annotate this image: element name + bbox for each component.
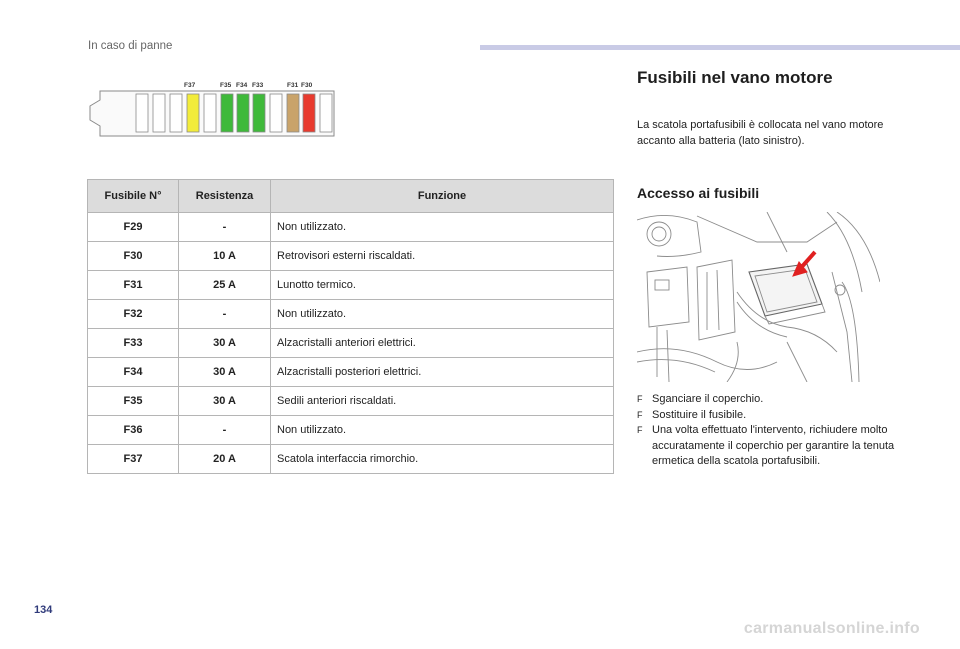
fuse-amperage: 30 A: [179, 358, 271, 387]
fuse-f35: [221, 94, 233, 132]
step-item: [637, 408, 897, 424]
table-header-row: [88, 180, 614, 213]
fuse-label-f35: F35: [220, 82, 232, 89]
fuse-amperage: -: [179, 300, 271, 329]
table-row: [88, 329, 614, 358]
header-resistance: Resistenza: [179, 180, 271, 213]
fuse-function: Alzacristalli anteriori elettrici.: [271, 329, 614, 358]
table-row: [88, 445, 614, 474]
fuse-amperage: -: [179, 213, 271, 242]
step-bullet-icon: F: [637, 409, 643, 420]
fuse-function: Scatola interfaccia rimorchio.: [271, 445, 614, 474]
table-row: [88, 387, 614, 416]
steps-list: [637, 392, 897, 470]
step-bullet-icon: F: [637, 425, 643, 435]
fuse-function: Non utilizzato.: [271, 416, 614, 445]
fuse-amperage: 25 A: [179, 271, 271, 300]
table-row: [88, 213, 614, 242]
fuse-function: Sedili anteriori riscaldati.: [271, 387, 614, 416]
step-item: [637, 392, 897, 408]
header-accent-bar: [480, 45, 960, 50]
fuse-function: Alzacristalli posteriori elettrici.: [271, 358, 614, 387]
fuse-f34: [237, 94, 249, 132]
engine-bay-illustration: [637, 212, 880, 382]
fuse-number: F34: [88, 358, 179, 387]
fuse-function: Lunotto termico.: [271, 271, 614, 300]
page-title: Fusibili nel vano motore: [637, 68, 833, 87]
step-text: Una volta effettuato l'intervento, richiudere molto accuratamente il coperchio per garantire la tenuta ermetica della scatola portafusibili.: [652, 424, 895, 467]
section-label: In caso di panne: [88, 40, 173, 52]
header-function: Funzione: [271, 180, 614, 213]
fuse-amperage: -: [179, 416, 271, 445]
fuse-f30: [303, 94, 315, 132]
fuse-table: [87, 179, 614, 474]
step-text: Sganciare il coperchio.: [652, 393, 764, 405]
fuse-number: F32: [88, 300, 179, 329]
fuse-number: F31: [88, 271, 179, 300]
fuse-amperage: 20 A: [179, 445, 271, 474]
step-bullet-icon: F: [637, 394, 643, 404]
fuse-f37: [187, 94, 199, 132]
fuse-label-f31: F31: [287, 82, 299, 89]
fuse-f33: [253, 94, 265, 132]
fuse-amperage: 10 A: [179, 242, 271, 271]
fuse-function: Retrovisori esterni riscaldati.: [271, 242, 614, 271]
fuse-number: F35: [88, 387, 179, 416]
step-item: [637, 423, 897, 470]
table-row: [88, 242, 614, 271]
fuse-number: F33: [88, 329, 179, 358]
fuse-number: F36: [88, 416, 179, 445]
fuse-label-f34: F34: [236, 82, 248, 89]
fuse-function: Non utilizzato.: [271, 213, 614, 242]
fuse-number: F29: [88, 213, 179, 242]
fuse-amperage: 30 A: [179, 329, 271, 358]
intro-paragraph: La scatola portafusibili è collocata nel vano motore accanto alla batteria (lato sinistro).: [637, 119, 884, 147]
step-text: Sostituire il fusibile.: [652, 408, 747, 421]
fuse-number: F37: [88, 445, 179, 474]
table-row: [88, 358, 614, 387]
page-number: 134: [34, 604, 53, 616]
header-fuse: Fusibile N°: [88, 180, 179, 213]
watermark: carmanualsonline.info: [743, 620, 920, 637]
fuse-amperage: 30 A: [179, 387, 271, 416]
table-row: [88, 416, 614, 445]
fuse-number: F30: [88, 242, 179, 271]
table-row: [88, 300, 614, 329]
fuse-function: Non utilizzato.: [271, 300, 614, 329]
table-row: [88, 271, 614, 300]
fuse-label-f30: F30: [301, 82, 313, 89]
fuse-label-f37: F37: [184, 82, 196, 89]
fusebox-diagram: [88, 78, 338, 138]
section-subtitle: Accesso ai fusibili: [637, 185, 760, 201]
fuse-f31: [287, 94, 299, 132]
fuse-label-f33: F33: [252, 82, 264, 89]
